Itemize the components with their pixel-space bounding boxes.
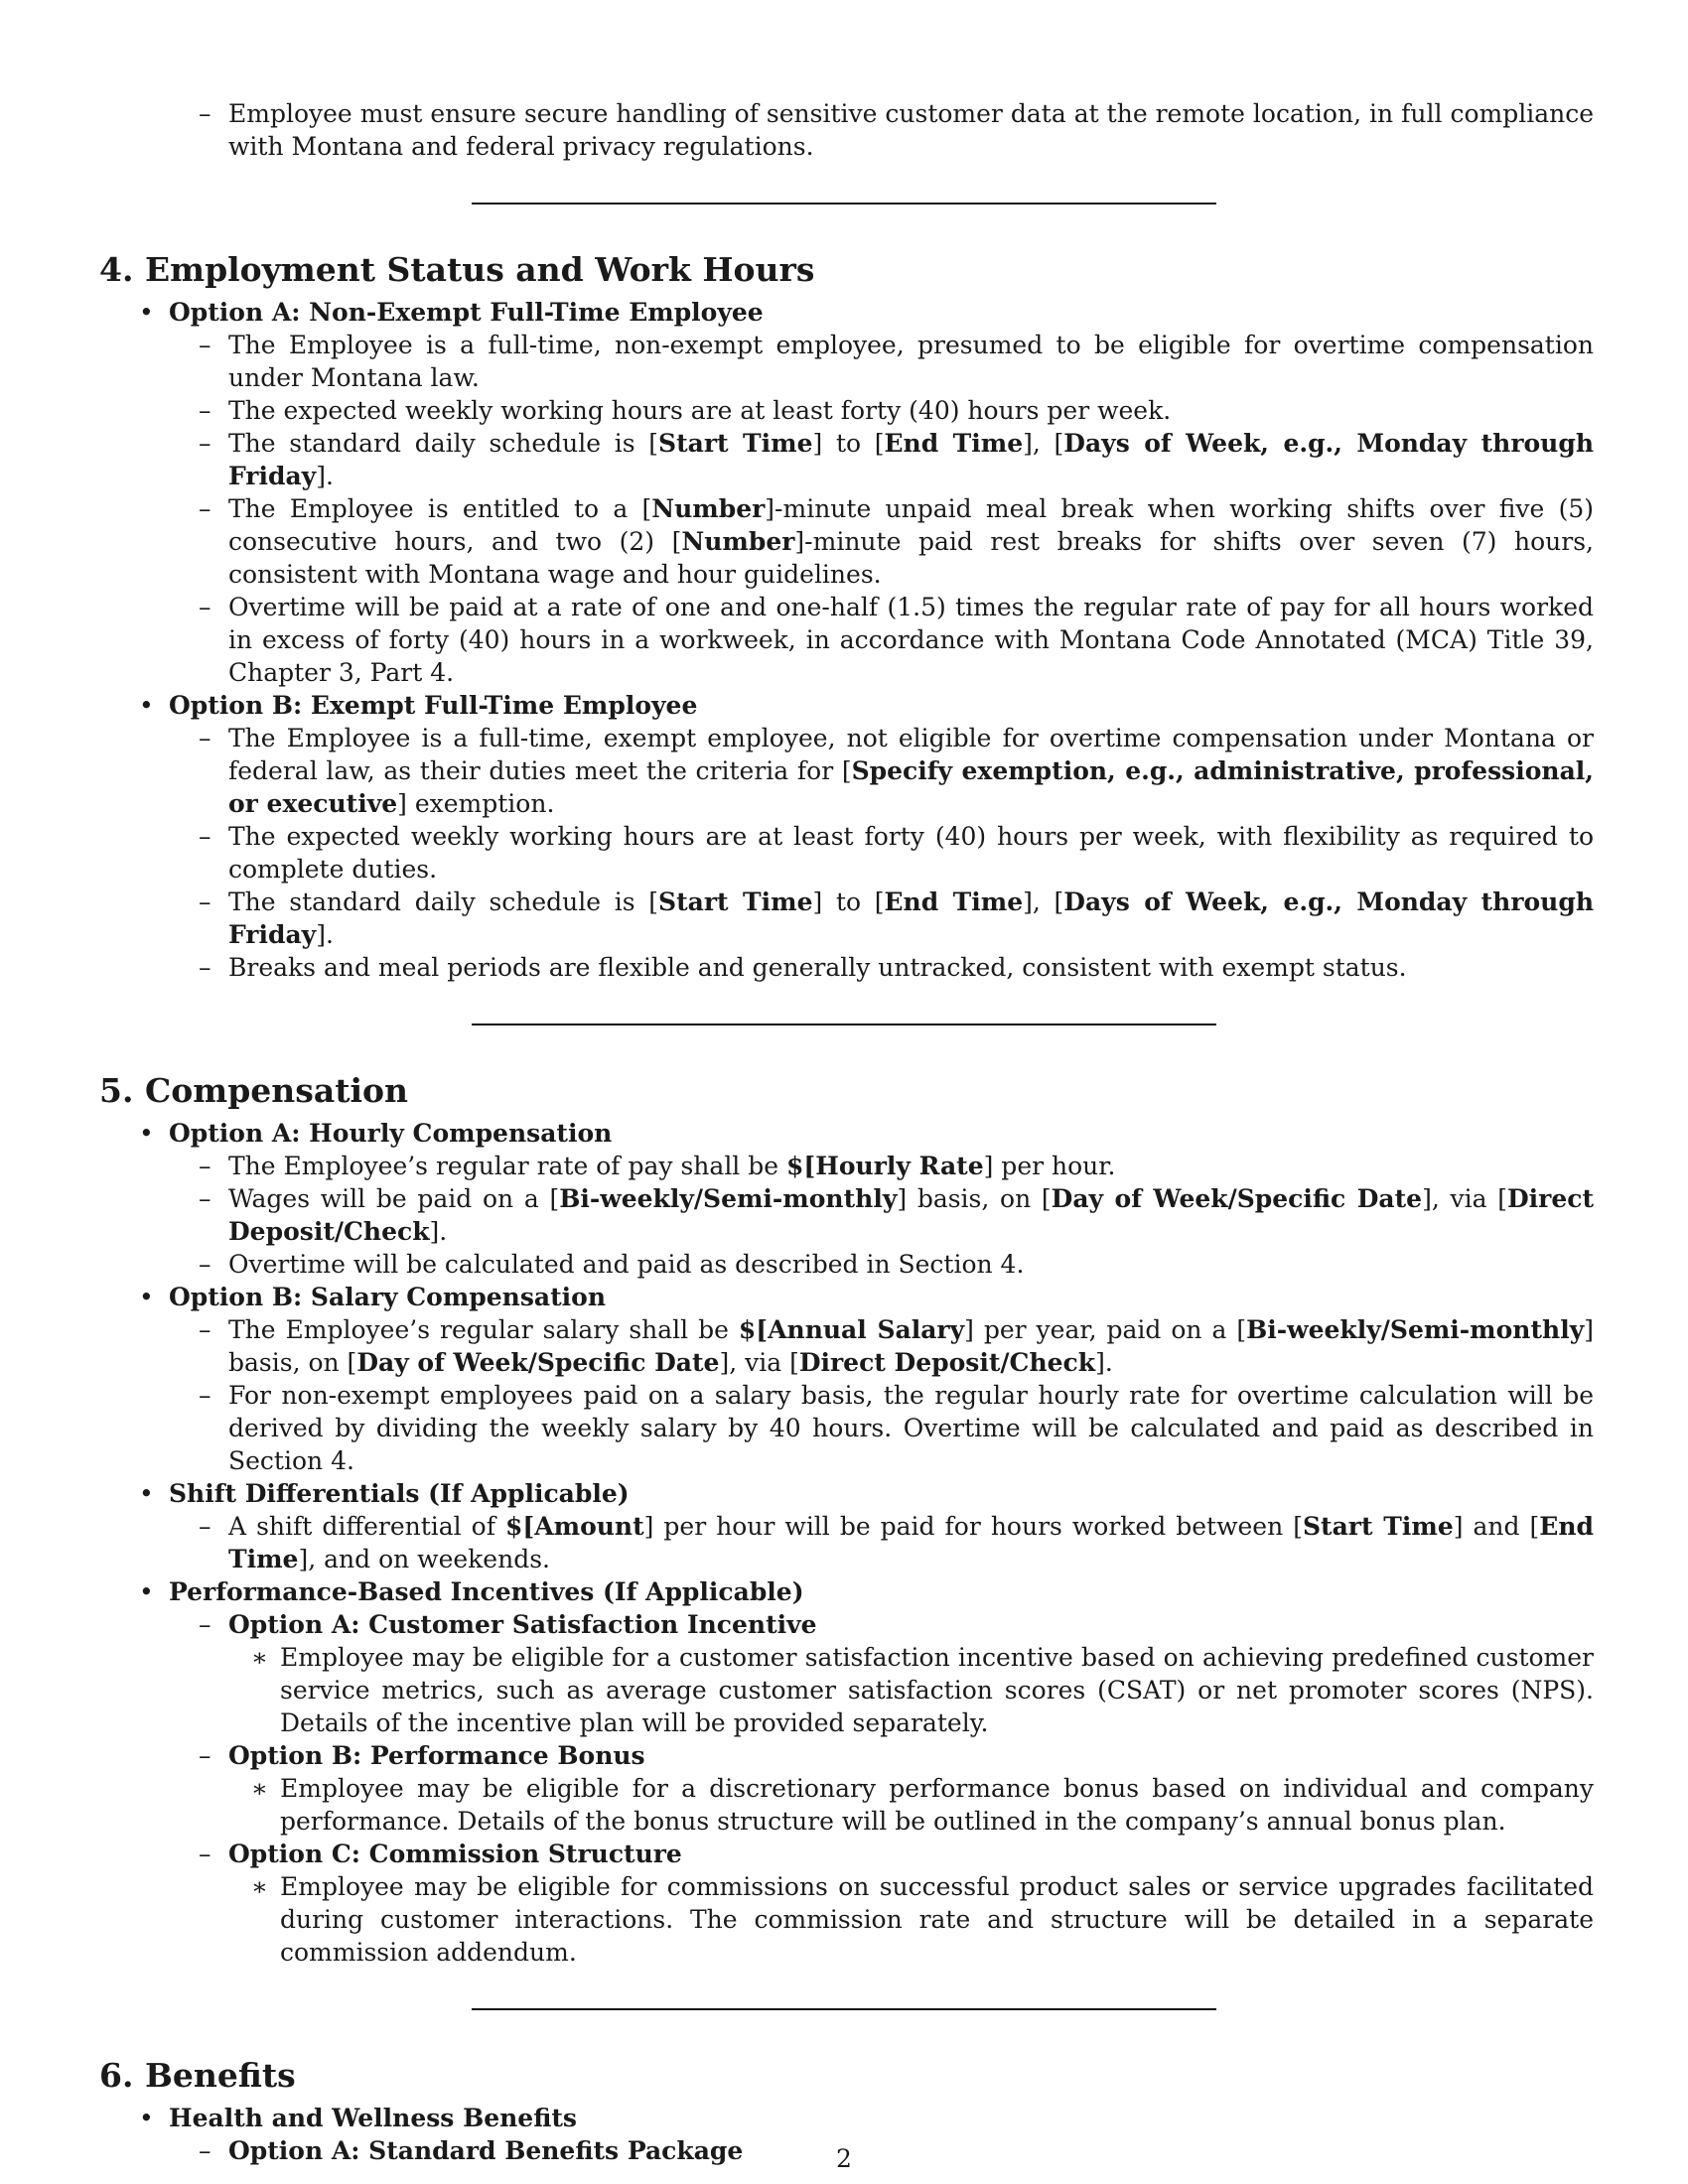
placeholder-field: End Time [884,429,1024,458]
sub-option-title: Option C: Commission Structure [228,1840,682,1868]
item-text: ], via [ [719,1348,799,1377]
option-title: Performance-Based Incentives (If Applicable) [169,1577,804,1606]
option-title: Option A: Hourly Compensation [169,1119,613,1148]
placeholder-field: Number [651,494,766,523]
list-item [99,722,1594,820]
item-text: The standard daily schedule is [ [228,429,659,458]
list-item [99,1510,1594,1575]
section-heading-6 [99,2056,1594,2096]
placeholder-field: $[Hourly Rate [786,1152,984,1180]
list-item [99,1248,1594,1281]
item-text: ]. [316,462,334,490]
dash-marker: – [199,494,211,523]
item-text: ] per hour. [983,1152,1116,1180]
item-text: ]-minute paid rest breaks for shifts over seven (7) hours, consistent with Montana wage and hour guidelines. [228,527,1594,589]
item-text: The Employee’s regular salary shall be [228,1315,739,1344]
list-item [99,1379,1594,1477]
item-text: ], [ [1023,429,1064,458]
bullet-marker: • [139,1479,154,1508]
dash-marker: – [199,1381,211,1410]
option-title: Option A: Non-Exempt Full-Time Employee [169,298,764,327]
option-title: Health and Wellness Benefits [169,2104,577,2132]
item-text: ] to [ [812,429,885,458]
item-text: The expected weekly working hours are at least forty (40) hours per week, with flexibility as required to complete duties. [228,822,1594,884]
item-text: ] exemption. [397,789,555,818]
list-item [99,1739,1594,1772]
dash-marker: – [199,1610,211,1639]
section-number: 4. [99,250,134,289]
dash-marker: – [199,396,211,425]
page-number: 2 [836,2144,852,2173]
item-text: Employee may be eligible for a discretionary performance bonus based on individual and company performance. Details of the bonus structure will be outlined in the company’s annual bonus plan. [280,1774,1594,1836]
item-text: The standard daily schedule is [ [228,887,659,916]
section-divider [472,203,1216,205]
placeholder-field: Bi-weekly/Semi-monthly [1246,1315,1585,1344]
section-divider [472,1024,1216,1025]
section-heading-4 [99,250,1594,290]
list-item [99,97,1594,163]
section-title: Employment Status and Work Hours [145,250,815,289]
list-item [99,1477,1594,1510]
placeholder-field: $[Amount [505,1512,644,1541]
list-item [99,1117,1594,1150]
item-text: A shift differential of [228,1512,505,1541]
placeholder-field: Day of Week/Specific Date [1051,1184,1423,1213]
item-text: Wages will be paid on a [ [228,1184,560,1213]
document-page [99,97,1594,2167]
list-item [99,1608,1594,1641]
list-item [99,1182,1594,1248]
dash-marker: – [199,593,211,621]
section-divider [472,2008,1216,2010]
list-item [99,689,1594,722]
item-text: ] basis, on [ [897,1184,1052,1213]
dash-marker: – [199,822,211,851]
dash-marker: – [199,429,211,458]
item-text: The expected weekly working hours are at least forty (40) hours per week. [228,396,1172,425]
placeholder-field: Bi-weekly/Semi-monthly [559,1184,898,1213]
item-text: ], [ [1023,887,1064,916]
dash-marker: – [199,1152,211,1180]
section-number: 5. [99,1071,134,1110]
section-title: Compensation [145,1071,408,1110]
placeholder-field: Day of Week/Specific Date [356,1348,720,1377]
list-item [99,329,1594,394]
item-text: Overtime will be paid at a rate of one and one-half (1.5) times the regular rate of pay for all hours worked in excess of forty (40) hours in a workweek, in accordance with Montana Code Annotated (MCA) Title 39, Chapter 3, Part 4. [228,593,1594,687]
placeholder-field: Start Time [658,429,813,458]
remote-data-text: Employee must ensure secure handling of sensitive customer data at the remote location, in full compliance with Montana and federal privacy regulations. [228,99,1594,161]
asterisk-marker: ∗ [251,1872,268,1901]
item-text: ] per hour will be paid for hours worked between [ [643,1512,1303,1541]
dash-marker: – [199,1741,211,1770]
option-title: Shift Differentials (If Applicable) [169,1479,630,1508]
dash-marker: – [199,1315,211,1344]
placeholder-field: Direct Deposit/Check [798,1348,1096,1377]
item-text: The Employee’s regular rate of pay shall be [228,1152,786,1180]
sub-option-title: Option A: Standard Benefits Package [228,2136,744,2165]
item-text: ] basis, on [ [228,1315,1594,1377]
item-text: Overtime will be calculated and paid as described in Section 4. [228,1250,1025,1279]
list-item [99,394,1594,427]
list-item [99,886,1594,951]
placeholder-field: Days of Week, e.g., Monday through Friday [228,429,1594,490]
bullet-marker: • [139,691,154,720]
item-text: ]. [429,1217,448,1246]
list-item [99,1150,1594,1182]
bullet-marker: • [139,1577,154,1606]
option-title: Option B: Salary Compensation [169,1283,607,1311]
placeholder-field: Start Time [1302,1512,1454,1541]
bullet-marker: • [139,298,154,327]
placeholder-field: Number [681,527,795,556]
dash-marker: – [199,953,211,982]
item-text: The Employee is entitled to a [ [228,494,652,523]
list-item [99,951,1594,984]
list-item [99,1641,1594,1739]
item-text: Breaks and meal periods are flexible and generally untracked, consistent with exempt status. [228,953,1407,982]
asterisk-marker: ∗ [251,1774,268,1803]
list-item [99,427,1594,492]
placeholder-field: End Time [228,1512,1595,1573]
list-item [99,1838,1594,1870]
list-item [99,820,1594,886]
section-number: 6. [99,2056,134,2095]
sub-option-title: Option B: Performance Bonus [228,1741,645,1770]
item-text: The Employee is a full-time, exempt employee, not eligible for overtime compensation under Montana or federal law, as their duties meet the criteria for [ [228,724,1594,785]
item-text: Employee may be eligible for a customer satisfaction incentive based on achieving predefined customer service metrics, such as average customer satisfaction scores (CSAT) or net promoter scores (NPS). Details of the incentive plan will be provided separately. [280,1643,1594,1737]
item-text: ] to [ [812,887,885,916]
list-item [99,296,1594,329]
bullet-marker: • [139,1283,154,1311]
dash-marker: – [199,1250,211,1279]
item-text: ]. [1095,1348,1113,1377]
asterisk-marker: ∗ [251,1643,268,1672]
bullet-marker: • [139,2104,154,2132]
item-text: ] per year, paid on a [ [964,1315,1247,1344]
option-title: Option B: Exempt Full-Time Employee [169,691,698,720]
dash-marker: – [199,2136,211,2165]
placeholder-field: End Time [884,887,1024,916]
list-item [99,492,1594,591]
list-item [99,1281,1594,1313]
item-text: For non-exempt employees paid on a salary basis, the regular hourly rate for overtime calculation will be derived by dividing the weekly salary by 40 hours. Overtime will be calculated and paid as described in Section 4. [228,1381,1594,1475]
placeholder-field: Direct Deposit/Check [228,1184,1595,1246]
list-item [99,1313,1594,1379]
dash-marker: – [199,1512,211,1541]
list-item [99,1575,1594,1608]
item-text: ]. [316,920,334,949]
item-text: ], via [ [1422,1184,1507,1213]
placeholder-field: $[Annual Salary [738,1315,965,1344]
dash-marker: – [199,724,211,752]
list-item [99,1772,1594,1838]
section-heading-5 [99,1071,1594,1111]
placeholder-field: Specify exemption, e.g., administrative, professional, or executive [228,756,1594,818]
list-item [99,591,1594,689]
list-item [99,2102,1594,2134]
dash-marker: – [199,331,211,359]
dash-marker: – [199,1184,211,1213]
item-text: Employee may be eligible for commissions on successful product sales or service upgrades facilitated during customer interactions. The commission rate and structure will be detailed in a separate commission addendum. [280,1872,1594,1967]
sub-option-title: Option A: Customer Satisfaction Incentive [228,1610,817,1639]
item-text: ] and [ [1453,1512,1540,1541]
dash-marker: – [199,1840,211,1868]
item-text: The Employee is a full-time, non-exempt employee, presumed to be eligible for overtime compensation under Montana law. [228,331,1594,392]
bullet-marker: • [139,1119,154,1148]
section-title: Benefits [145,2056,296,2095]
list-item [99,1870,1594,1969]
item-text: ]-minute unpaid meal break when working shifts over five (5) consecutive hours, and two (2) [ [228,494,1594,556]
placeholder-field: Start Time [658,887,813,916]
dash-marker: – [199,99,211,128]
dash-marker: – [199,887,211,916]
placeholder-field: Days of Week, e.g., Monday through Friday [228,887,1594,949]
item-text: ], and on weekends. [298,1545,550,1573]
